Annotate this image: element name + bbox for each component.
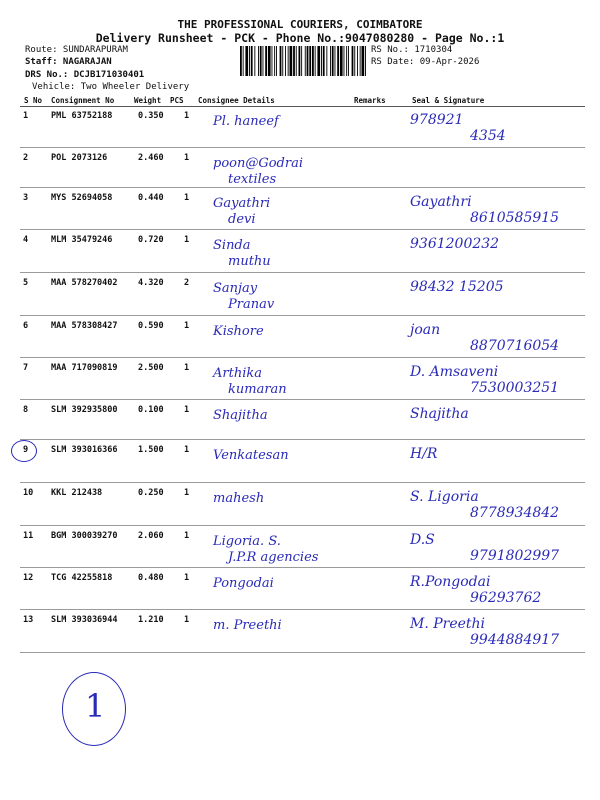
row-consignment-no: MAA 717090819: [51, 363, 118, 373]
row-divider: [20, 147, 585, 148]
row-signature-phone: 96293762: [470, 590, 542, 606]
row-weight: 0.480: [138, 573, 164, 583]
row-consignment-no: SLM 393036944: [51, 615, 118, 625]
row-sno: 11: [23, 531, 34, 541]
row-sno: 3: [23, 193, 29, 203]
row-signature: D.S: [410, 532, 435, 548]
row-consignee-line2: muthu: [228, 254, 271, 269]
row-sno: 10: [23, 488, 34, 498]
row-sno: 9: [23, 445, 29, 455]
row-sno: 12: [23, 573, 34, 583]
row-divider: [20, 482, 585, 483]
row-consignment-no: MAA 578270402: [51, 278, 118, 288]
header-divider: [20, 106, 585, 107]
row-signature-phone: 7530003251: [470, 380, 560, 396]
row-divider: [20, 315, 585, 316]
row-divider: [20, 187, 585, 188]
row-signature-phone: 9944884917: [470, 632, 560, 648]
row-signature: Shajitha: [410, 406, 469, 422]
row-pcs: 1: [184, 193, 190, 203]
row-consignment-no: MYS 52694058: [51, 193, 113, 203]
row-consignee-line1: Pl. haneef: [213, 114, 279, 129]
row-weight: 2.460: [138, 153, 164, 163]
row-pcs: 1: [184, 235, 190, 245]
col-consignment: Consignment No: [51, 96, 115, 105]
row-consignment-no: KKL 212438: [51, 488, 103, 498]
row-consignee-line1: m. Preethi: [213, 618, 282, 633]
row-consignee-line1: poon@Godrai: [213, 156, 304, 171]
row-consignee-line2: textiles: [228, 172, 277, 187]
col-remarks: Remarks: [354, 96, 386, 105]
row-weight: 0.100: [138, 405, 164, 415]
drs-label: DRS No.: DCJB171030401: [25, 70, 145, 80]
row-signature: Gayathri: [410, 194, 472, 210]
col-pcs: PCS: [170, 96, 184, 105]
row-consignee-line1: Venkatesan: [213, 448, 289, 463]
row-signature-phone: 9791802997: [470, 548, 560, 564]
row-weight: 4.320: [138, 278, 164, 288]
row-consignee-line2: kumaran: [228, 382, 287, 397]
barcode-image: [240, 46, 366, 76]
row-consignment-no: POL 2073126: [51, 153, 108, 163]
staff-label: Staff: NAGARAJAN: [25, 57, 112, 67]
row-sno: 5: [23, 278, 29, 288]
row-consignment-no: SLM 393016366: [51, 445, 118, 455]
row-signature: M. Preethi: [410, 616, 486, 632]
row-consignee-line2: J.P.R agencies: [228, 550, 319, 565]
row-sno: 4: [23, 235, 29, 245]
row-consignee-line1: Kishore: [213, 324, 264, 339]
row-consignee-line2: devi: [228, 212, 256, 227]
row-consignee-line1: Arthika: [213, 366, 262, 381]
row-pcs: 1: [184, 488, 190, 498]
row-signature: S. Ligoria: [410, 489, 479, 505]
row-pcs: 1: [184, 615, 190, 625]
page-mark-text: 1: [85, 687, 106, 725]
row-pcs: 1: [184, 363, 190, 373]
row-sno: 8: [23, 405, 29, 415]
row-pcs: 1: [184, 111, 190, 121]
row-consignee-line1: Ligoria. S.: [213, 534, 281, 549]
row-pcs: 1: [184, 405, 190, 415]
col-consignee: Consignee Details: [198, 96, 275, 105]
row-weight: 1.500: [138, 445, 164, 455]
row-consignment-no: TCG 42255818: [51, 573, 113, 583]
row-divider: [20, 357, 585, 358]
col-weight: Weight: [134, 96, 162, 105]
row-signature: H/R: [410, 446, 438, 462]
row-pcs: 1: [184, 531, 190, 541]
vehicle-label: Vehicle: Two Wheeler Delivery: [32, 82, 190, 92]
company-title: THE PROFESSIONAL COURIERS, COIMBATORE: [177, 18, 423, 31]
row-divider: [20, 272, 585, 273]
page-circle-mark: [62, 672, 126, 746]
row-sno: 7: [23, 363, 29, 373]
row-consignee-line1: Sinda: [213, 238, 251, 253]
row-consignee-line2: Pranav: [228, 297, 275, 312]
row-consignee-line1: Shajitha: [213, 408, 268, 423]
row-weight: 0.720: [138, 235, 164, 245]
row-signature: 9361200232: [410, 236, 500, 252]
row-consignee-line1: Gayathri: [213, 196, 271, 211]
row-divider: [20, 439, 585, 440]
runsheet-subtitle: Delivery Runsheet - PCK - Phone No.:9047080280 - Page No.:1: [95, 31, 505, 45]
row-divider: [20, 229, 585, 230]
row-weight: 0.250: [138, 488, 164, 498]
row-divider: [20, 609, 585, 610]
row-signature-phone: 8870716054: [470, 338, 560, 354]
rs-number: RS No.: 1710304: [371, 45, 453, 55]
row-weight: 1.210: [138, 615, 164, 625]
row-consignment-no: SLM 392935800: [51, 405, 118, 415]
row-signature-phone: 8610585915: [470, 210, 560, 226]
row-pcs: 1: [184, 573, 190, 583]
row-pcs: 1: [184, 445, 190, 455]
row-weight: 0.350: [138, 111, 164, 121]
row-divider: [20, 567, 585, 568]
row-consignee-line1: Sanjay: [213, 281, 258, 296]
row-pcs: 2: [184, 278, 190, 288]
row-weight: 0.440: [138, 193, 164, 203]
row-weight: 0.590: [138, 321, 164, 331]
row-sno: 2: [23, 153, 29, 163]
row-weight: 2.500: [138, 363, 164, 373]
row-divider: [20, 525, 585, 526]
row-consignee-line1: Pongodai: [213, 576, 274, 591]
row-sno: 6: [23, 321, 29, 331]
row-signature: 978921: [410, 112, 464, 128]
row-divider: [20, 652, 585, 653]
row-pcs: 1: [184, 153, 190, 163]
row-consignment-no: MLM 35479246: [51, 235, 113, 245]
row-signature: D. Amsaveni: [410, 364, 499, 380]
row-sno: 13: [23, 615, 34, 625]
row-sno: 1: [23, 111, 29, 121]
col-sno: S No: [24, 96, 43, 105]
row-pcs: 1: [184, 321, 190, 331]
route-label: Route: SUNDARAPURAM: [25, 45, 128, 55]
row9-circle-mark: [11, 440, 37, 462]
row-signature-phone: 8778934842: [470, 505, 560, 521]
row-divider: [20, 399, 585, 400]
row-consignment-no: MAA 578308427: [51, 321, 118, 331]
row-consignee-line1: mahesh: [213, 491, 265, 506]
row-signature: R.Pongodai: [410, 574, 491, 590]
rs-date: RS Date: 09-Apr-2026: [371, 57, 480, 67]
row-consignment-no: BGM 300039270: [51, 531, 118, 541]
row-signature: joan: [410, 322, 441, 338]
row-signature-phone: 4354: [470, 128, 506, 144]
row-weight: 2.060: [138, 531, 164, 541]
col-seal-signature: Seal & Signature: [412, 96, 485, 105]
row-consignment-no: PML 63752188: [51, 111, 113, 121]
row-signature: 98432 15205: [410, 279, 504, 295]
